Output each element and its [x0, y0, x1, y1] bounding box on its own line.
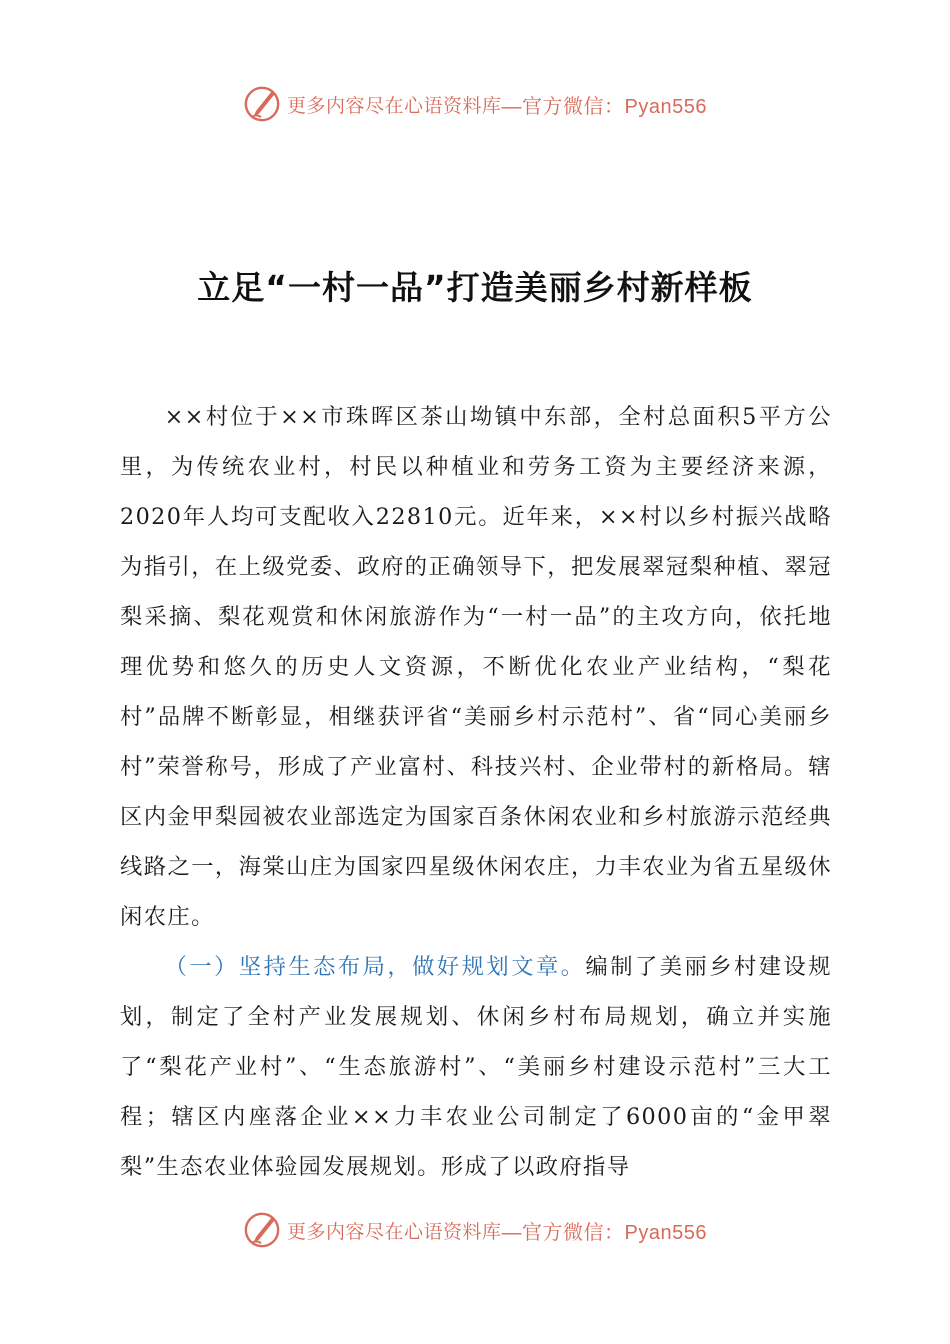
- intro-paragraph: ××村位于××市珠晖区茶山坳镇中东部，全村总面积5平方公里，为传统农业村，村民以种植业和劳务工资为主要经济来源，2020年人均可支配收入22810元。近年来，××村以乡村振兴战略为指引，在上级党委、政府的正确领导下，把发展翠冠梨种植、翠冠梨采摘、梨花观赏和休闲旅游作为“一村一品”的主攻方向，依托地理优势和悠久的历史人文资源，不断优化农业产业结构，“梨花村”品牌不断彰显，相继获评省“美丽乡村示范村”、省“同心美丽乡村”荣誉称号，形成了产业富村、科技兴村、企业带村的新格局。辖区内金甲梨园被农业部选定为国家百条休闲农业和乡村旅游示范经典线路之一，海棠山庄为国家四星级休闲农庄，力丰农业为省五星级休闲农庄。: [120, 404, 832, 930]
- banner-wechat-text: —官方微信：Pyan556: [501, 1221, 707, 1244]
- document-body: [120, 392, 832, 1192]
- footer-banner: [0, 1208, 950, 1252]
- quill-logo-icon: [243, 1211, 281, 1249]
- banner-brand-text: 更多内容尽在心语资料库: [287, 94, 502, 117]
- section-1-body: 编制了美丽乡村建设规划，制定了全村产业发展规划、休闲乡村布局规划，确立并实施了“梨花产业村”、“生态旅游村”、“美丽乡村建设示范村”三大工程；辖区内座落企业××力丰农业公司制定了6000亩的“金甲翠梨”生态农业体验园发展规划。形成了以政府指导: [120, 954, 832, 1180]
- banner-wechat-text: —官方微信：Pyan556: [501, 95, 707, 118]
- header-banner: [0, 82, 950, 126]
- quill-logo-icon: [243, 85, 281, 123]
- section-1-heading: （一）坚持生态布局，做好规划文章。: [164, 954, 586, 980]
- banner-brand-text: 更多内容尽在心语资料库: [287, 1220, 502, 1243]
- section-1-paragraph: [120, 942, 832, 1192]
- document-title: 立足“一村一品”打造美丽乡村新样板: [197, 268, 753, 307]
